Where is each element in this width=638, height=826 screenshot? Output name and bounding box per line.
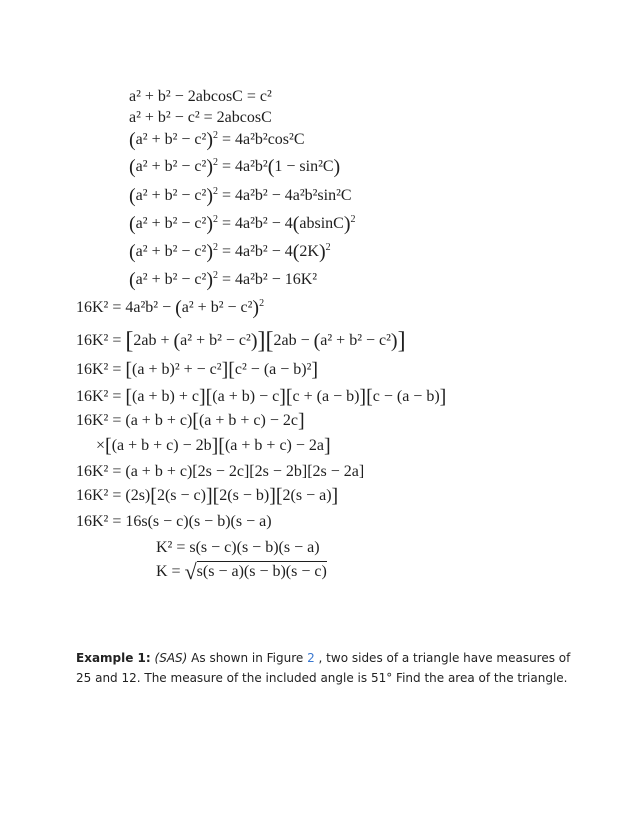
example-label: Example 1: — [76, 651, 151, 665]
example-text: , two sides of a triangle have measures of 25 and 12. The measure of the included angle is 51° Find the area of the triangle. — [76, 651, 571, 685]
heron-text: 16K² = — [76, 332, 126, 349]
heron-text: 16K² = — [76, 388, 126, 405]
heron-group: c − (a − b) — [372, 388, 440, 405]
heron-line-5: 16K² = (a + b + c)[(a + b + c) − 2c] — [76, 410, 305, 432]
equation-rhs-group: absinC — [299, 215, 344, 232]
heron-text: K = — [156, 563, 185, 580]
heron-line-8: 16K² = (2s)[2(s − c)][2(s − b)][2(s − a)] — [76, 485, 339, 507]
heron-group: a² + b² − c² — [181, 299, 253, 316]
equation-line-3: $(a^2 + b^2 - c^2)^2 = 4a^2b^2\cos^2C$ — [129, 129, 305, 151]
equation-rhs: = 4a²b²cos²C — [217, 131, 305, 148]
equation-rhs: = 4a²b² — [217, 158, 268, 175]
equation-line-5: $(a^2 + b^2 - c^2)^2 = 4a^2b^2 - 4a^2b^2\sin^2C$ — [129, 185, 352, 207]
equation-rhs: = 4a²b² − 4a²b²sin²C — [217, 187, 352, 204]
equation-line-1: a² + b² − 2abcosC = c² — [129, 88, 272, 105]
heron-line-6: ×[(a + b + c) − 2b][(a + b + c) − 2a] — [96, 435, 331, 457]
heron-group: (a + b) − c — [212, 388, 280, 405]
equation-lhs: a² + b² − c² — [135, 243, 207, 260]
heron-line-7: 16K² = (a + b + c)[2s − 2c][2s − 2b][2s − 2a] — [76, 463, 365, 480]
heron-text: 16K² = (2s) — [76, 487, 151, 504]
equation-line-8: $(a^2 + b^2 - c^2)^2 = 4a^2b^2 - 16K^2$ — [129, 269, 318, 291]
heron-group: (a + b + c) − 2c — [198, 412, 298, 429]
heron-line-11 — [156, 559, 327, 584]
heron-group: c² − (a − b)² — [234, 361, 312, 378]
example-type: (SAS) — [154, 651, 188, 665]
heron-group: (a + b)² + − c² — [132, 361, 222, 378]
heron-text: 16K² = — [76, 361, 126, 378]
equation-rhs-group: 1 − sin²C — [274, 158, 334, 175]
figure-link[interactable]: 2 — [307, 651, 315, 665]
equation-lhs: a² + b² − c² — [135, 215, 207, 232]
example-paragraph — [76, 648, 576, 688]
equation-lhs: a² + b² − c² — [135, 271, 207, 288]
radical-icon: √ — [184, 559, 197, 584]
heron-text: × — [96, 437, 106, 454]
heron-line-10: K² = s(s − c)(s − b)(s − a) — [156, 539, 320, 556]
heron-text: 16K² = 4a²b² − — [76, 299, 176, 316]
equation-lhs: a² + b² − c² — [135, 131, 207, 148]
heron-group: a² + b² − c² — [180, 332, 251, 349]
equation-line-4: $(a^2 + b^2 - c^2)^2 = 4a^2b^2(1 - \sin^2C)$ — [129, 156, 341, 178]
equation-rhs-group: 2K — [299, 243, 319, 260]
equation-lhs: a² + b² − c² — [135, 187, 207, 204]
heron-line-4: 16K² = [(a + b) + c][(a + b) − c][c + (a − b)][c − (a − b)] — [76, 386, 447, 408]
heron-group: (a + b + c) − 2b — [111, 437, 212, 454]
equation-rhs: = 4a²b² − 4 — [217, 215, 293, 232]
radicand: s(s − a)(s − b)(s − c) — [196, 563, 327, 580]
heron-text: 16K² = (a + b + c) — [76, 412, 193, 429]
example-text: As shown in Figure — [187, 651, 308, 665]
heron-group: (a + b) + c — [132, 388, 199, 405]
heron-group: a² + b² − c² — [320, 332, 391, 349]
equation-rhs: = 4a²b² − 16K² — [217, 271, 318, 288]
heron-text: 2ab + — [133, 332, 174, 349]
equation-line-6: $(a^2 + b^2 - c^2)^2 = 4a^2b^2 - 4(absinC)^2$ — [129, 213, 356, 235]
heron-group: (a + b + c) − 2a — [224, 437, 324, 454]
equation-line-7: $(a^2 + b^2 - c^2)^2 = 4a^2b^2 - 4(2K)^2$ — [129, 241, 331, 263]
heron-group: 2(s − b) — [219, 487, 270, 504]
heron-line-1: $16K^2 = 4a^2b^2 - (a^2 + b^2 - c^2)^2$ — [76, 297, 265, 319]
heron-group: c + (a − b) — [292, 388, 360, 405]
equation-line-2: a² + b² − c² = 2abcosC — [129, 109, 272, 126]
heron-line-9: 16K² = 16s(s − c)(s − b)(s − a) — [76, 513, 272, 530]
heron-line-3: 16K² = [(a + b)² + − c²][c² − (a − b)²] — [76, 359, 319, 381]
heron-text: 2ab − — [273, 332, 314, 349]
heron-group: 2(s − c) — [156, 487, 206, 504]
heron-group: 2(s − a) — [282, 487, 332, 504]
equation-lhs: a² + b² − c² — [135, 158, 207, 175]
heron-line-2: 16K² = [2ab + (a² + b² − c²)][2ab − (a² + b² − c²)] — [76, 328, 406, 354]
equation-rhs: = 4a²b² − 4 — [217, 243, 293, 260]
